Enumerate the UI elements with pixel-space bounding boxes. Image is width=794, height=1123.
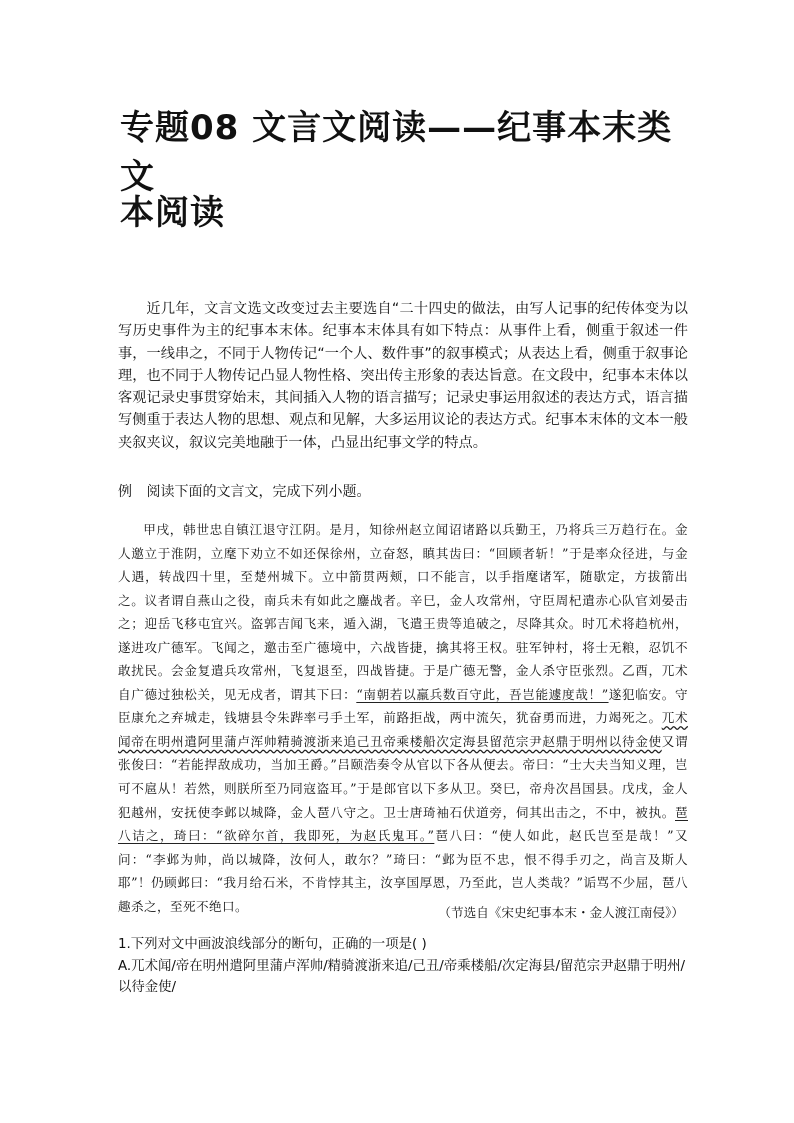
passage-text-2: 遂犯临安。守臣康允之弃城走，钱塘县令朱跸率弓手土军，前路拒战，两中流矢，犹奋勇而进，力竭死之。 — [118, 686, 688, 726]
intro-paragraph: 近几年，文言文选文改变过去主要选自“二十四史的做法，由写人记事的纪传体变为以写历史事件为主的纪事本末体。纪事本末体具有如下特点：从事件上看，侧重于叙述一件事，一线串之，不同于人物传记“一个人、数件事”的叙事模式；从表达上看，侧重于叙事论理，也不同于人物传记凸显人物性格、突出传主形象的表达旨意。在文段中，纪事本末体以客观记录史事贯穿始末，其间插入人物的语言描写；记录史事运用叙述的表达方式，语言描写侧重于表达人物的思想、观点和见解，大多运用议论的表达方式。纪事本末体的文本一般夹叙夹议，叙议完美地融于一体，凸显出纪事文学的特点。 — [118, 301, 688, 451]
example-tag: 例 — [118, 484, 132, 500]
passage-text-1: 甲戌，韩世忠自镇江退守江阴。是月，知徐州赵立闻诏诸路以兵勤王，乃将兵三万趋行在。金人邀立于淮阴，立麾下劝立不如还保徐州，立奋怒，瞋其齿曰：“回顾者斩！”于是率众径进，与金人遇，转战四十里，至楚州城下。立中箭贯两颊，口不能言，以手指麾诸军，随歇定，方拔箭出之。议者谓自燕山之役，南兵未有如此之鏖战者。辛巳，金人攻常州，守臣周杞遣赤心队官刘晏击之；迎岳飞移屯宜兴。盗郭吉闻飞来，遁入湖，飞遣王贵等追破之，尽降其众。时兀术将趋杭州，遂进攻广德军。飞闻之，邀击至广德境中，六战皆捷，擒其将王权。驻军钟村，将士无粮，忍饥不敢扰民。会金复遣兵攻常州，飞复退至，四战皆捷。于是广德无警，金人杀守臣张烈。乙酉，兀术自广德过独松关，见无戍者，谓其下曰： — [118, 522, 688, 702]
question-1 — [118, 934, 690, 999]
example-text: 阅读下面的文言文，完成下列小题。 — [146, 484, 371, 500]
classical-passage — [118, 518, 688, 918]
page-title-line-1: 专题08 文言文阅读——纪事本末类文 — [120, 108, 673, 197]
example-instruction — [118, 481, 688, 503]
passage-text-4: 琶八曰：“使人如此，赵氏岂至是哉！”又问：“李邺为帅，尚以城降，汝何人，敢尔？”琦曰：“邺为臣不忠，恨不得手刃之，尚言及斯人耶”！仍顾邺曰：“我月给石米，不肯悖其主，汝享国厚恩，乃至此，岂人类哉？”诟骂不少屈，琶八趣杀之，至死不绝口。 — [118, 828, 688, 914]
underlined-sentence-1: “南朝若以羸兵数百守此，吾岂能遽度哉！” — [356, 686, 609, 702]
question-stem: 1.下列对文中画波浪线部分的断句，正确的一项是( ) — [118, 937, 427, 952]
option-a: A.兀术闻/帝在明州遣阿里蒲卢浑帅/精骑渡浙来追/己丑/帝乘楼船/次定海县/留范宗尹赵鼎于明州/以待金使/ — [118, 958, 685, 995]
wavy-underlined-sentence: 兀术闻帝在明州遣阿里蒲卢浑帅精骑渡浙来追己丑帝乘楼船次定海县留范宗尹赵鼎于明州以待金使 — [118, 710, 688, 749]
source-citation: （节选自《宋史纪事本末・金人渡江南侵》） — [438, 905, 684, 920]
page-title-line-2: 本阅读 — [120, 193, 225, 233]
underlined-sentence-2: 琶八诘之，琦曰：“欲碎尔首，我即死，为赵氏鬼耳。” — [118, 804, 688, 844]
passage-text-3: 又谓张俊曰：“若能捍敌成功，当加王爵。”吕颐浩奏令从官以下各从便去。帝曰：“士大夫当知义理，岂可不扈从！若然，则朕所至乃同寇盗耳。”于是郎官以下多从卫。癸巳，帝舟次昌国县。戊戌，金人犯越州，安抚使李邺以城降，金人琶八守之。卫士唐琦袖石伏道旁，伺其出击之，不中，被执。 — [118, 733, 688, 820]
